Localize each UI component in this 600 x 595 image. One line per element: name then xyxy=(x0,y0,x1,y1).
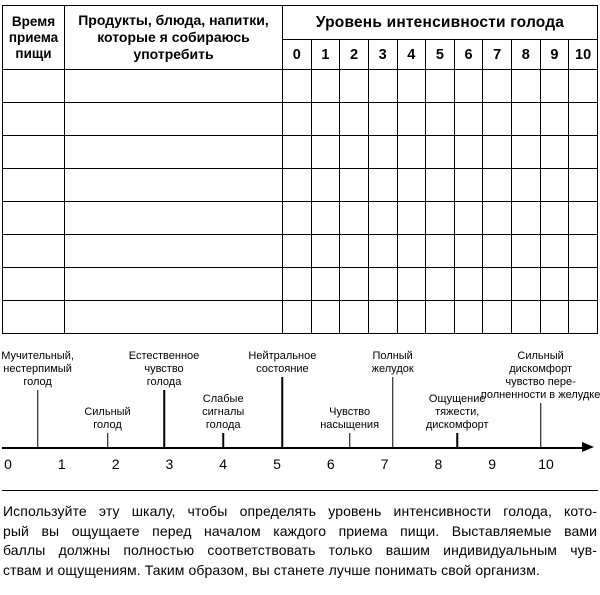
diary-empty-row xyxy=(3,235,598,268)
score-cell xyxy=(311,268,340,301)
score-cell xyxy=(368,301,397,334)
diary-empty-row xyxy=(3,202,598,235)
score-cell xyxy=(454,136,483,169)
diary-empty-row xyxy=(3,301,598,334)
score-cell xyxy=(426,136,455,169)
score-cell xyxy=(454,103,483,136)
score-cell xyxy=(540,103,569,136)
score-cell xyxy=(454,169,483,202)
scale-label-line: Чувство xyxy=(329,406,371,418)
scale-label-line: Естественное xyxy=(128,350,200,362)
scale-label-line: Полный xyxy=(372,350,413,362)
column-header-products: Продукты, блюда, напитки, которые я собираюсь употребить xyxy=(65,6,283,70)
score-cell xyxy=(283,103,312,136)
scale-label-line: чувство xyxy=(144,363,184,375)
scale-label-line: насыщения xyxy=(320,419,380,431)
scale-label xyxy=(320,406,379,432)
score-cell xyxy=(397,268,426,301)
scale-number: 7 xyxy=(380,456,389,472)
score-cell xyxy=(340,136,369,169)
score-cell xyxy=(397,70,426,103)
scale-label-line: Мучительный, xyxy=(1,350,74,362)
scale-label xyxy=(84,406,130,432)
score-cell xyxy=(540,235,569,268)
score-cell xyxy=(426,70,455,103)
products-cell xyxy=(65,268,283,301)
score-cell xyxy=(426,301,455,334)
scale-leader-line xyxy=(349,433,351,448)
diary-rows xyxy=(3,70,598,334)
score-cell xyxy=(569,202,598,235)
scale-number: 5 xyxy=(273,456,281,472)
score-cell xyxy=(454,235,483,268)
score-cell xyxy=(397,235,426,268)
score-cell xyxy=(483,202,512,235)
scale-label xyxy=(202,393,244,432)
products-cell xyxy=(65,103,283,136)
score-column-header: 4 xyxy=(397,40,426,70)
score-cell xyxy=(483,136,512,169)
scale-leader-line xyxy=(107,433,109,448)
scale-number: 8 xyxy=(434,456,443,472)
scale-label xyxy=(129,350,200,389)
score-cell xyxy=(397,103,426,136)
scale-axis-line xyxy=(2,447,584,449)
scale-label-line: голод xyxy=(93,419,122,431)
score-cell xyxy=(368,268,397,301)
scale-label-line: дискомфорт xyxy=(509,363,572,375)
products-cell xyxy=(65,235,283,268)
scale-leader-line xyxy=(456,433,458,448)
score-cell xyxy=(340,235,369,268)
scale-label-line: голода xyxy=(205,419,241,431)
instructions-line: Используйте эту шкалу, чтобы определять уровень интенсивности голода, кото- xyxy=(3,503,597,519)
score-cell xyxy=(512,103,541,136)
score-column-header: 10 xyxy=(569,40,598,70)
hunger-diary-table xyxy=(2,5,598,334)
score-cell xyxy=(283,202,312,235)
instructions-paragraph xyxy=(3,502,597,580)
time-cell xyxy=(3,136,65,169)
column-header-meal-time: Время приема пищи xyxy=(3,6,65,70)
score-cell xyxy=(426,202,455,235)
diary-empty-row xyxy=(3,70,598,103)
score-cell xyxy=(311,202,340,235)
scale-label xyxy=(372,350,414,376)
score-cell xyxy=(340,70,369,103)
diary-empty-row xyxy=(3,268,598,301)
score-cell xyxy=(340,301,369,334)
scale-label-line: Ощущение xyxy=(428,393,486,405)
time-cell xyxy=(3,235,65,268)
score-cell xyxy=(368,169,397,202)
instructions-line: ствам и ощущениям. Таким образом, вы станете лучше понимать свой организм. xyxy=(3,561,540,578)
score-cell xyxy=(368,235,397,268)
score-cell xyxy=(569,136,598,169)
scale-leader-line xyxy=(222,433,224,448)
products-cell xyxy=(65,70,283,103)
score-cell xyxy=(397,136,426,169)
score-cell xyxy=(311,70,340,103)
score-column-header: 8 xyxy=(512,40,541,70)
score-cell xyxy=(311,136,340,169)
scale-label-line: полненности в желудке xyxy=(480,389,600,401)
score-cell xyxy=(512,136,541,169)
header-row-main xyxy=(3,6,598,40)
hunger-intensity-scale xyxy=(0,350,600,482)
scale-label-line: Слабые xyxy=(202,393,244,405)
score-cell xyxy=(569,301,598,334)
score-column-header: 0 xyxy=(283,40,312,70)
score-cell xyxy=(426,235,455,268)
products-cell xyxy=(65,169,283,202)
score-cell xyxy=(540,169,569,202)
scale-number: 0 xyxy=(4,456,12,472)
scale-number: 9 xyxy=(488,456,497,472)
scale-leader-line xyxy=(540,403,542,448)
score-cell xyxy=(540,70,569,103)
scale-number: 1 xyxy=(57,456,66,472)
scale-axis-arrow-icon xyxy=(582,442,594,452)
score-cell xyxy=(512,301,541,334)
score-cell xyxy=(311,235,340,268)
score-column-header: 3 xyxy=(368,40,397,70)
score-column-header: 6 xyxy=(454,40,483,70)
products-cell xyxy=(65,202,283,235)
score-cell xyxy=(483,103,512,136)
diary-empty-row xyxy=(3,103,598,136)
score-cell xyxy=(311,103,340,136)
score-cell xyxy=(540,301,569,334)
score-cell xyxy=(483,268,512,301)
score-cell xyxy=(426,103,455,136)
score-cell xyxy=(283,70,312,103)
scale-label xyxy=(248,350,316,376)
instructions-line: рый вы ощущаете перед началом каждого приема пищи. Выставляемые вами xyxy=(3,522,597,539)
time-cell xyxy=(3,103,65,136)
scale-label-line: дискомфорт xyxy=(425,419,489,431)
scale-leader-line xyxy=(392,377,394,448)
scale-label xyxy=(426,393,489,432)
score-cell xyxy=(483,169,512,202)
score-cell xyxy=(512,169,541,202)
score-cell xyxy=(397,301,426,334)
score-cell xyxy=(397,202,426,235)
score-cell xyxy=(340,169,369,202)
column-header-hunger-intensity: Уровень интенсивности голода xyxy=(283,6,598,40)
scale-leader-line xyxy=(37,390,39,448)
score-cell xyxy=(283,169,312,202)
score-column-header: 9 xyxy=(540,40,569,70)
score-cell xyxy=(540,202,569,235)
scale-number: 6 xyxy=(326,456,335,472)
score-cell xyxy=(397,169,426,202)
scale-label-line: Нейтральное xyxy=(248,350,317,362)
scale-number: 10 xyxy=(538,456,554,472)
scale-label xyxy=(481,350,600,402)
scale-label-line: сигналы xyxy=(202,406,245,418)
scale-number: 3 xyxy=(165,456,174,472)
scale-label-line: тяжести, xyxy=(435,406,480,418)
score-cell xyxy=(283,268,312,301)
scale-label-line: состояние xyxy=(256,363,309,375)
scale-leader-line xyxy=(282,377,284,448)
score-cell xyxy=(569,103,598,136)
score-cell xyxy=(283,301,312,334)
diary-empty-row xyxy=(3,169,598,202)
time-cell xyxy=(3,268,65,301)
score-cell xyxy=(368,136,397,169)
scale-label-line: нестерпимый xyxy=(3,363,72,375)
score-cell xyxy=(483,70,512,103)
score-cell xyxy=(454,202,483,235)
score-cell xyxy=(426,268,455,301)
score-cell xyxy=(340,202,369,235)
time-cell xyxy=(3,301,65,334)
score-cell xyxy=(283,235,312,268)
diary-empty-row xyxy=(3,136,598,169)
score-cell xyxy=(368,202,397,235)
score-cell xyxy=(283,136,312,169)
scale-number: 2 xyxy=(111,456,120,472)
score-cell xyxy=(426,169,455,202)
score-cell xyxy=(368,70,397,103)
score-cell xyxy=(311,301,340,334)
time-cell xyxy=(3,202,65,235)
scale-label-line: голода xyxy=(146,376,182,388)
score-cell xyxy=(512,268,541,301)
score-column-header: 7 xyxy=(483,40,512,70)
table-header xyxy=(3,6,598,70)
scale-label-line: желудок xyxy=(371,363,414,375)
score-cell xyxy=(512,235,541,268)
score-cell xyxy=(512,202,541,235)
score-cell xyxy=(454,301,483,334)
scale-leader-line xyxy=(163,390,165,448)
score-cell xyxy=(569,70,598,103)
scale-number: 4 xyxy=(219,456,228,472)
scale-label-line: Сильный xyxy=(84,406,131,418)
score-cell xyxy=(483,301,512,334)
score-cell xyxy=(340,103,369,136)
score-cell xyxy=(540,268,569,301)
score-cell xyxy=(454,70,483,103)
scale-label xyxy=(1,350,74,389)
score-cell xyxy=(340,268,369,301)
score-column-header: 1 xyxy=(311,40,340,70)
score-cell xyxy=(512,70,541,103)
scale-label-line: голод xyxy=(23,376,52,388)
separator-line xyxy=(2,490,598,491)
score-cell xyxy=(569,235,598,268)
products-cell xyxy=(65,136,283,169)
score-cell xyxy=(569,169,598,202)
time-cell xyxy=(3,169,65,202)
score-column-header: 5 xyxy=(426,40,455,70)
scale-label-line: Сильный xyxy=(517,350,564,362)
score-cell xyxy=(483,235,512,268)
score-column-header: 2 xyxy=(340,40,369,70)
scale-label-line: чувство пере- xyxy=(505,376,576,388)
score-cell xyxy=(569,268,598,301)
instructions-line: баллы должны полностью соответствовать только вашим индивидуальным чув- xyxy=(3,542,597,558)
score-cell xyxy=(454,268,483,301)
time-cell xyxy=(3,70,65,103)
score-cell xyxy=(540,136,569,169)
products-cell xyxy=(65,301,283,334)
score-cell xyxy=(311,169,340,202)
score-cell xyxy=(368,103,397,136)
